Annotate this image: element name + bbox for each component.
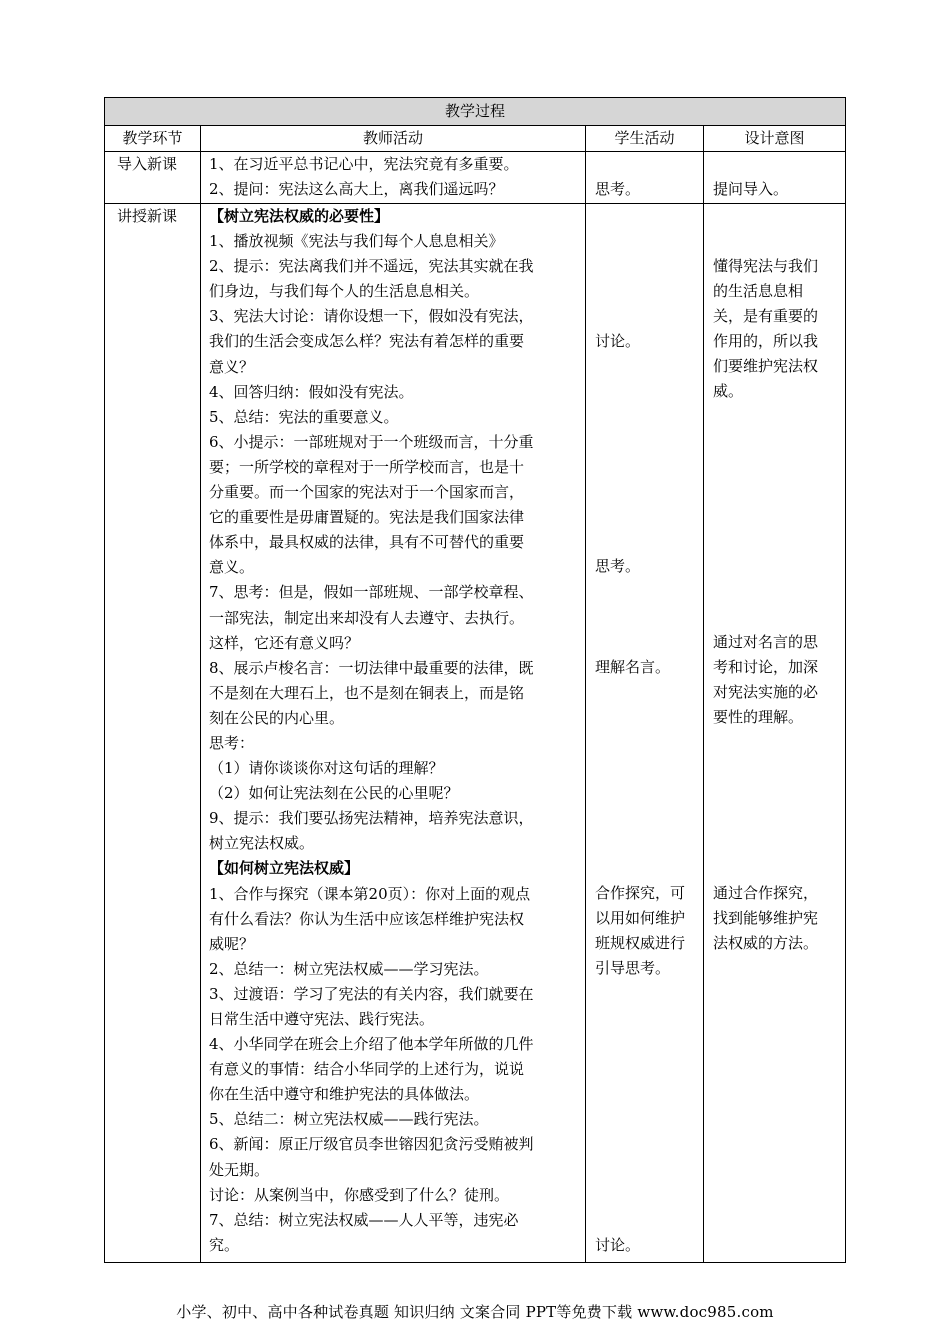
teacher-line: 日常生活中遵守宪法、践行宪法。 xyxy=(209,1010,435,1028)
teacher-line: 7、总结：树立宪法权威——人人平等，违宪必 xyxy=(209,1210,519,1229)
section-heading-how: 【如何树立宪法权威】 xyxy=(209,859,360,878)
teacher-line: 7、思考：但是，假如一部班规、一部学校章程、 xyxy=(209,583,534,602)
lecture-teacher xyxy=(209,204,534,1258)
teacher-line: 1、播放视频《宪法与我们每个人息息相关》 xyxy=(209,232,504,251)
teacher-line: 4、小华同学在班会上介绍了他本学年所做的几件 xyxy=(209,1035,534,1054)
teacher-line: 思考： xyxy=(209,733,255,752)
teacher-line: 6、小提示：一部班规对于一个班级而言，十分重 xyxy=(209,432,534,451)
teacher-line: 究。 xyxy=(209,1235,240,1254)
teacher-line: 意义？ xyxy=(209,357,255,376)
header-design: 设计意图 xyxy=(744,129,805,147)
design-line: 威。 xyxy=(713,382,744,401)
teacher-line: 一部宪法，制定出来却没有人去遵守、去执行。 xyxy=(209,608,525,627)
design-line: 懂得宪法与我们 xyxy=(713,257,819,275)
teacher-line: 3、宪法大讨论：请你设想一下，假如没有宪法， xyxy=(209,307,534,326)
teacher-line: 树立宪法权威。 xyxy=(209,834,315,853)
intro-student: 思考。 xyxy=(595,180,641,198)
header-stage: 教学环节 xyxy=(122,129,183,147)
student-cooperate xyxy=(595,881,685,981)
teacher-line: （1）请你谈谈你对这句话的理解？ xyxy=(209,759,444,778)
intro-teacher-line: 1、在习近平总书记心中，宪法究竟有多重要。 xyxy=(209,155,519,173)
teacher-line: 分重要。而一个国家的宪法对于一个国家而言， xyxy=(209,483,525,502)
design-line: 对宪法实施的必 xyxy=(713,683,819,702)
teacher-line: 这样，它还有意义吗？ xyxy=(209,633,360,652)
teacher-line: 要；一所学校的章程对于一所学校而言，也是十 xyxy=(209,457,525,476)
student-line: 合作探究，可 xyxy=(595,884,686,902)
col-divider-3 xyxy=(703,125,704,1262)
student-think: 思考。 xyxy=(595,557,641,575)
design-line: 法权威的方法。 xyxy=(713,934,819,953)
teacher-line: 我们的生活会变成怎么样？宪法有着怎样的重要 xyxy=(209,332,525,351)
teacher-line: 有什么看法？你认为生活中应该怎样维护宪法权 xyxy=(209,909,525,928)
teacher-line: 5、总结：宪法的重要意义。 xyxy=(209,407,399,426)
col-divider-1 xyxy=(200,125,201,1262)
teacher-line: 刻在公民的内心里。 xyxy=(209,708,345,727)
teacher-line: 5、总结二：树立宪法权威——践行宪法。 xyxy=(209,1110,489,1129)
design-line: 要性的理解。 xyxy=(713,708,804,727)
design-line: 们要维护宪法权 xyxy=(713,357,819,376)
design-intent-2 xyxy=(713,630,818,730)
teacher-line: 它的重要性是毋庸置疑的。宪法是我们国家法律 xyxy=(209,508,525,527)
design-line: 找到能够维护宪 xyxy=(713,909,819,928)
teacher-line: 你在生活中遵守和维护宪法的具体做法。 xyxy=(209,1085,480,1104)
teacher-line: 有意义的事情：结合小华同学的上述行为，说说 xyxy=(209,1060,525,1079)
design-line: 关，是有重要的 xyxy=(713,307,819,326)
footer-watermark: 小学、初中、高中各种试卷真题 知识归纳 文案合同 PPT等免费下载 www.doc985.com xyxy=(176,1303,774,1321)
design-line: 作用的，所以我 xyxy=(713,332,819,351)
design-line: 考和讨论，加深 xyxy=(713,658,819,677)
teacher-line: （2）如何让宪法刻在公民的心里呢？ xyxy=(209,784,459,803)
section-heading-necessity: 【树立宪法权威的必要性】 xyxy=(209,207,390,225)
design-line: 通过合作探究， xyxy=(713,884,819,902)
intro-teacher xyxy=(209,152,519,202)
header-student: 学生活动 xyxy=(614,129,675,147)
teacher-line: 威呢？ xyxy=(209,934,255,953)
teacher-line: 体系中，最具权威的法律，具有不可替代的重要 xyxy=(209,533,525,552)
teacher-line: 9、提示：我们要弘扬宪法精神，培养宪法意识， xyxy=(209,809,534,828)
teacher-line: 8、展示卢梭名言：一切法律中最重要的法律，既 xyxy=(209,658,534,677)
table-title: 教学过程 xyxy=(105,98,845,125)
design-intent-1 xyxy=(713,254,818,405)
header-teacher: 教师活动 xyxy=(362,129,423,147)
teacher-line: 2、总结一：树立宪法权威——学习宪法。 xyxy=(209,959,489,978)
teacher-line: 3、过渡语：学习了宪法的有关内容，我们就要在 xyxy=(209,984,534,1003)
teacher-line: 们身边，与我们每个人的生活息息相关。 xyxy=(209,282,480,301)
teacher-line: 讨论：从案例当中，你感受到了什么？徒刑。 xyxy=(209,1185,510,1204)
teacher-line: 处无期。 xyxy=(209,1160,270,1179)
student-line: 以用如何维护 xyxy=(595,909,686,928)
design-line: 通过对名言的思 xyxy=(713,633,819,651)
student-quote: 理解名言。 xyxy=(595,658,671,676)
stage-intro: 导入新课 xyxy=(117,155,178,173)
teacher-line: 6、新闻：原正厅级官员李世镕因犯贪污受贿被判 xyxy=(209,1135,534,1154)
design-line: 的生活息息相 xyxy=(713,282,804,301)
student-discuss-1: 讨论。 xyxy=(595,332,641,350)
col-divider-2 xyxy=(585,125,586,1262)
lesson-table xyxy=(104,97,846,1263)
teacher-line: 不是刻在大理石上，也不是刻在铜表上，而是铭 xyxy=(209,683,525,702)
stage-lecture: 讲授新课 xyxy=(117,207,178,225)
student-line: 班规权威进行 xyxy=(595,934,686,953)
design-intent-3 xyxy=(713,881,818,956)
teacher-line: 1、合作与探究（课本第20页）：你对上面的观点 xyxy=(209,884,531,903)
teacher-line: 2、提示：宪法离我们并不遥远，宪法其实就在我 xyxy=(209,257,534,276)
teacher-line: 意义。 xyxy=(209,558,255,577)
student-discuss-2: 讨论。 xyxy=(595,1236,641,1254)
intro-teacher-line: 2、提问：宪法这么高大上，离我们遥远吗？ xyxy=(209,180,504,199)
student-line: 引导思考。 xyxy=(595,959,671,978)
intro-design: 提问导入。 xyxy=(713,180,789,198)
teacher-line: 4、回答归纳：假如没有宪法。 xyxy=(209,382,414,401)
